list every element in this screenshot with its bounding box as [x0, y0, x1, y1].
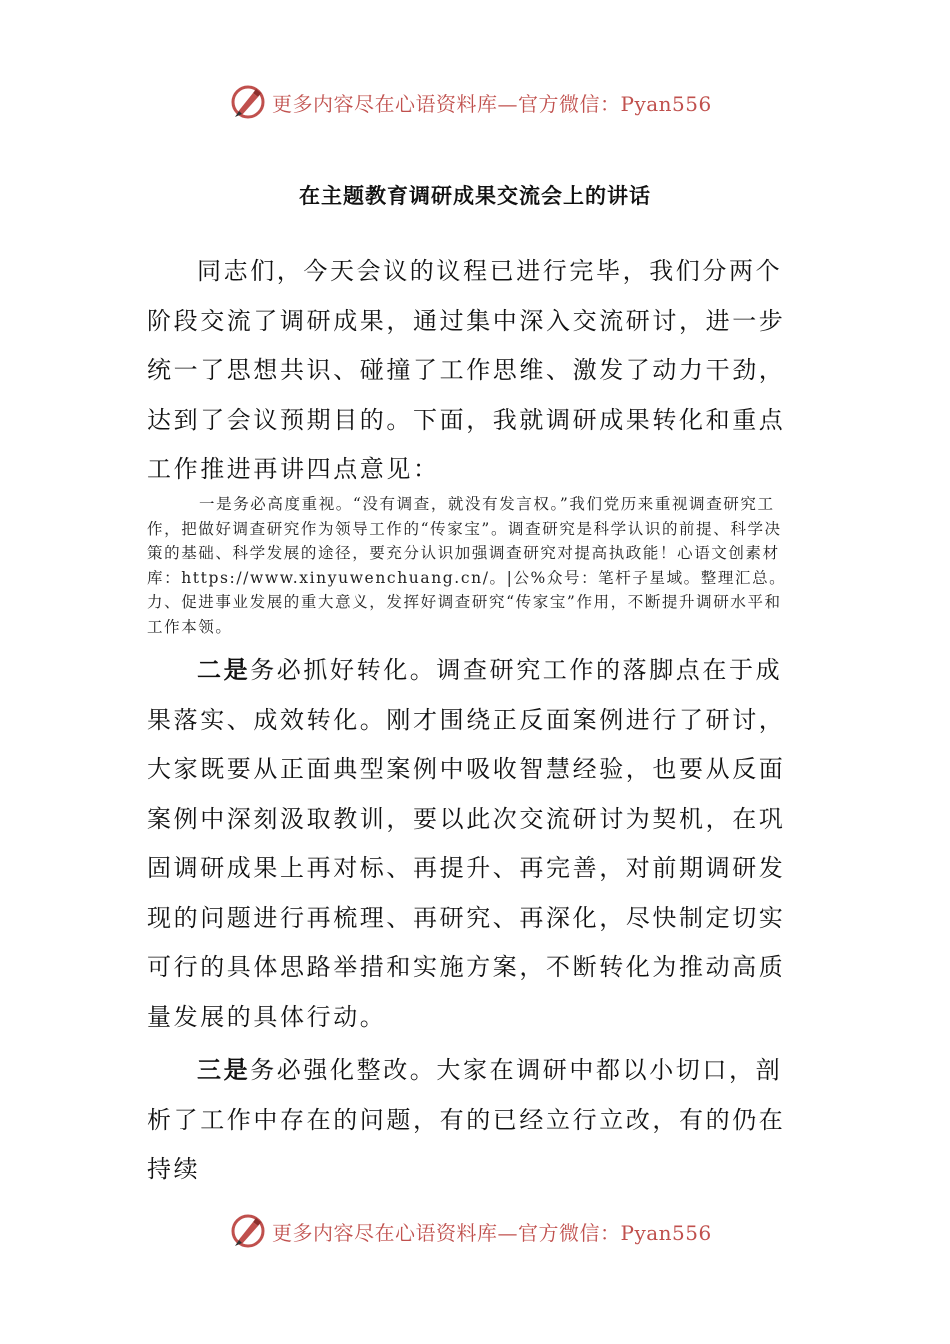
paragraph-point-three: [147, 1045, 787, 1195]
paragraph-lead: 二是: [197, 655, 251, 684]
header-banner-text: 更多内容尽在心语资料库—官方微信：Pyan556: [272, 91, 712, 116]
paragraph-text: 务必抓好转化。调查研究工作的落脚点在于成果落实、成效转化。刚才围绕正反面案例进行了研讨，大家既要从正面典型案例中吸收智慧经验，也要从反面案例中深刻汲取教训，要以此次交流研讨为契机，在巩固调研成果上再对标、再提升、再完善，对前期调研发现的问题进行再梳理、再研究、再深化，尽快制定切实可行的具体思路举措和实施方案，不断转化为推动高质量发展的具体行动。: [147, 656, 786, 1031]
paragraph-opening: [147, 246, 787, 495]
paragraph-text: 务必强化整改。大家在调研中都以小切口，剖析了工作中存在的问题，有的已经立行立改，有的仍在持续: [147, 1056, 786, 1183]
paragraph-text: 一是务必高度重视。“没有调查，就没有发言权。”我们党历来重视调查研究工作，把做好调查研究作为领导工作的“传家宝”。调查研究是科学认识的前提、科学决策的基础、科学发展的途径，要充分认识加强调查研究对提高执政能！心语文创素材库：https://www.xinyuwenchuang.cn/。|公%众号：笔杆子星域。整理汇总。力、促进事业发展的重大意义，发挥好调查研究“传家宝”作用，不断提升调研水平和工作本领。: [147, 495, 787, 636]
pen-logo-icon: [230, 1213, 266, 1249]
footer-banner-text: 更多内容尽在心语资料库—官方微信：Pyan556: [272, 1220, 712, 1245]
paragraph-point-one: [147, 492, 787, 639]
pen-logo-icon: [230, 84, 266, 120]
paragraph-lead: 三是: [197, 1055, 251, 1084]
paragraph-text: 同志们，今天会议的议程已进行完毕，我们分两个阶段交流了调研成果，通过集中深入交流研讨，进一步统一了思想共识、碰撞了工作思维、激发了动力干劲，达到了会议预期目的。下面，我就调研成果转化和重点工作推进再讲四点意见：: [147, 257, 786, 483]
footer-banner: [230, 1211, 750, 1251]
paragraph-point-two: [147, 645, 787, 1042]
header-banner: [230, 82, 750, 122]
document-title: 在主题教育调研成果交流会上的讲话: [299, 184, 651, 208]
